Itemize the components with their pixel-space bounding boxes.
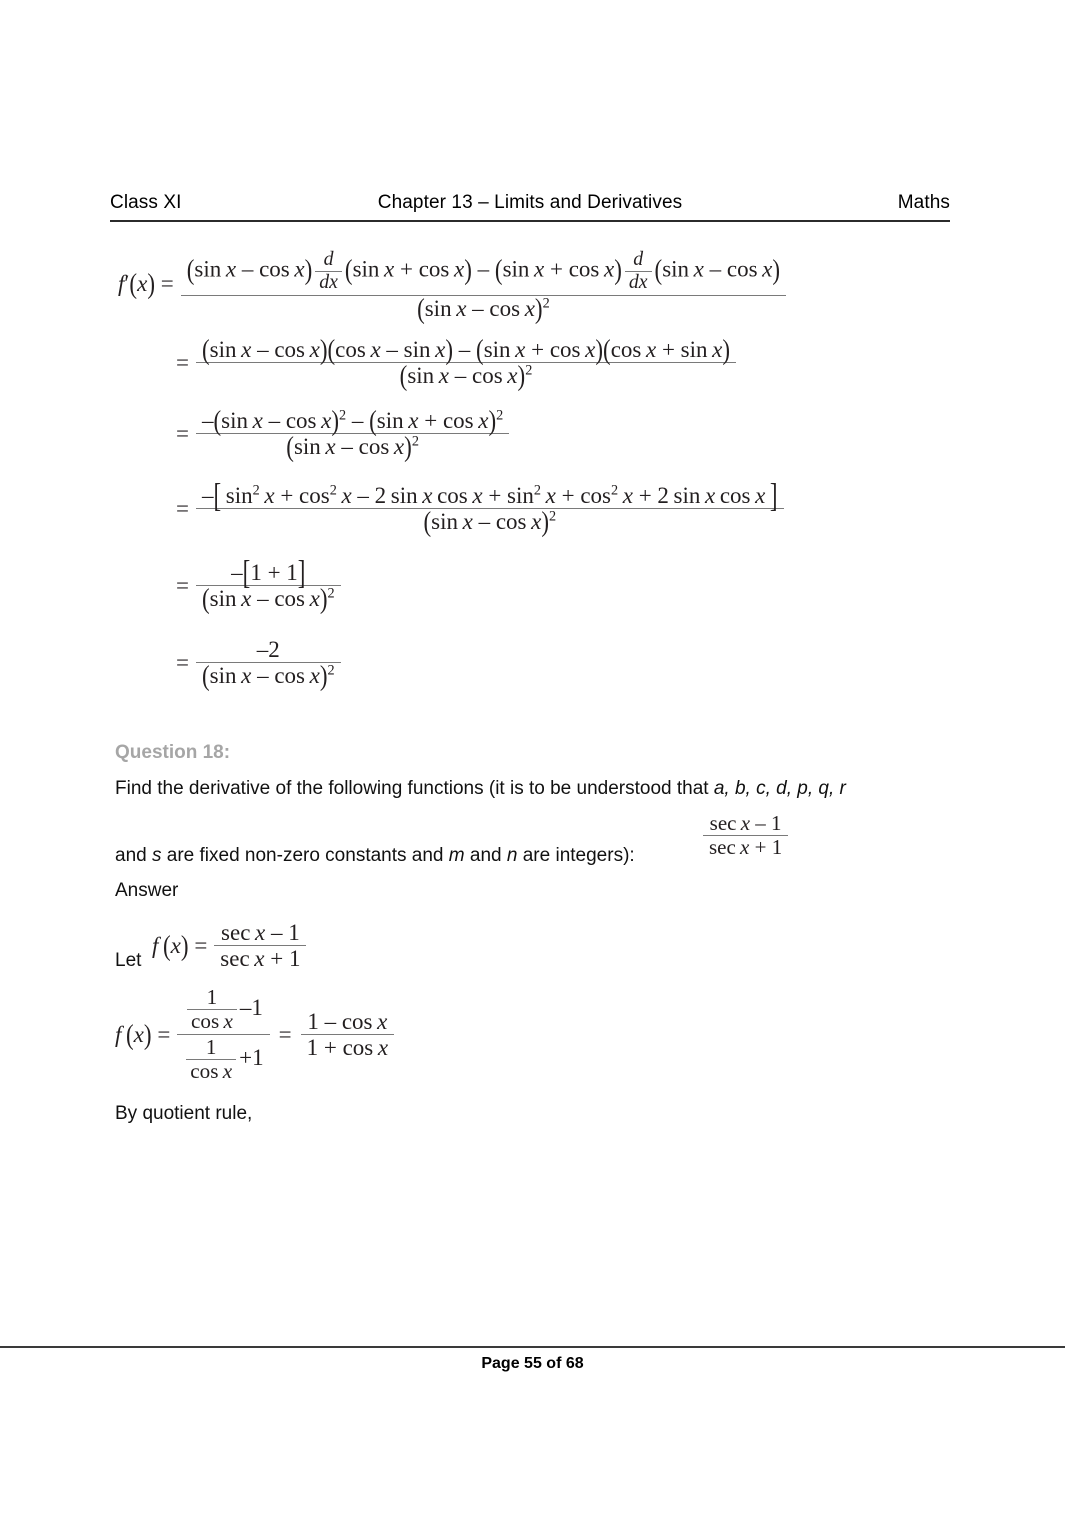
question-text-part-2a: and <box>115 845 152 866</box>
equation-line-6-denominator: (sin x – cos x)$^2$ <box>201 659 335 692</box>
header-divider <box>110 220 950 222</box>
equation-line-6-numerator: –2 <box>256 637 280 662</box>
equation-line-5 <box>176 554 344 615</box>
equation-line-1-lhs: f′(x) = <box>118 268 174 300</box>
footer-page-number: Page 55 of 68 <box>481 1355 584 1372</box>
running-header <box>110 192 950 214</box>
header-class-label: Class XI <box>110 192 182 213</box>
expand-outer-numerator: $\frac{1}{\text{cos x}}$ –1 <box>178 985 269 1034</box>
let-equation-numerator: sec x – 1 <box>221 920 300 945</box>
let-equation-fraction <box>211 920 309 971</box>
expand-equation-result-fraction <box>298 1009 397 1060</box>
expand-equation-equals: = <box>278 1022 292 1048</box>
expand-equation-lhs: f (x) = <box>115 1018 171 1050</box>
equation-line-1 <box>118 248 789 324</box>
expand-outer-denominator: $\frac{1}{\text{cos x}}$ +1 <box>177 1035 269 1084</box>
question-text-part-2b: are fixed non-zero constants and <box>161 845 449 866</box>
question-fraction-numerator: sec x – 1 <box>709 811 782 835</box>
equation-line-2 <box>176 333 739 392</box>
equation-line-4-numerator: –[ $\sin^2 x + \cos^2 x - 2$ sin x $\cos x + \sin^2 x + \cos^2 x + 2$ sin x cos x ] <box>201 477 778 514</box>
equation-line-5-denominator: (sin x – cos x)$^2$ <box>201 582 335 615</box>
equation-line-3-numerator: –(sin x – cos x)$^2$ – (sin x + cos x)$^2$ <box>201 404 504 437</box>
header-chapter-title: Chapter 13 – Limits and Derivatives <box>377 192 683 213</box>
equation-line-6-fraction <box>193 637 344 692</box>
question-text-part-2c: and <box>464 845 507 866</box>
equation-line-2-fraction <box>193 333 739 392</box>
question-variable-n: n <box>506 845 518 866</box>
equation-line-4 <box>176 477 787 538</box>
equation-line-3 <box>176 404 512 463</box>
equation-line-2-denominator: (sin x – cos x)$^2$ <box>399 359 533 392</box>
footer-divider <box>0 1346 1065 1348</box>
question-inline-fraction <box>700 812 791 859</box>
equation-line-6 <box>176 637 344 692</box>
equation-line-2-lhs: = <box>176 349 189 375</box>
let-equation-lhs: f (x) = <box>152 929 208 961</box>
question-heading: Question 18: <box>115 742 231 763</box>
equation-line-4-denominator: (sin x – cos x)$^2$ <box>423 505 557 538</box>
question-text-part-1: Find the derivative of the following functions (it is to be understood that <box>115 778 714 799</box>
equation-line-4-fraction <box>193 477 787 538</box>
equation-line-3-fraction <box>193 404 512 463</box>
equation-line-3-denominator: (sin x – cos x)$^2$ <box>286 430 419 463</box>
let-equation <box>152 920 309 971</box>
question-text-part-2d: are integers): <box>517 845 635 866</box>
expand-result-numerator: 1 – cos x <box>307 1009 388 1035</box>
expand-result-denominator: 1 + cos x <box>306 1035 389 1061</box>
question-text-line-1 <box>115 778 846 800</box>
expand-equation-complex-fraction <box>174 985 272 1085</box>
quotient-rule-label: By quotient rule, <box>115 1103 253 1124</box>
header-subject-label: Maths <box>897 192 950 213</box>
let-equation-denominator: sec x + 1 <box>220 946 301 971</box>
equation-line-1-fraction <box>178 248 789 324</box>
equation-line-6-lhs: = <box>176 649 189 675</box>
expand-equation <box>115 985 397 1085</box>
question-variable-m: m <box>448 845 465 866</box>
equation-line-5-lhs: = <box>176 572 189 598</box>
answer-label: Answer <box>115 880 179 901</box>
question-fraction-denominator: sec x + 1 <box>709 835 783 859</box>
question-text-line-2 <box>115 845 635 867</box>
let-label: Let <box>115 950 142 971</box>
equation-line-2-numerator: (sin x – cos x)(cos x – sin x) – (sin x + cos x)(cos x + sin x) <box>201 333 731 366</box>
equation-line-1-denominator: (sin x – cos x)$^2$ <box>417 292 550 324</box>
question-variables-1: a, b, c, d, p, q, r <box>713 778 846 799</box>
equation-line-5-fraction <box>193 554 344 615</box>
question-variable-s: s <box>151 845 162 866</box>
equation-line-4-lhs: = <box>176 495 189 521</box>
equation-line-3-lhs: = <box>176 420 189 446</box>
equation-line-5-numerator: –[1 + 1] <box>231 554 306 591</box>
equation-line-1-numerator: (sin x – cos x) $\frac{d}{dx}$ (sin x + cos x) – (sin x + cos x) $\frac{d}{dx}$ (sin x – cos x) <box>186 248 781 293</box>
